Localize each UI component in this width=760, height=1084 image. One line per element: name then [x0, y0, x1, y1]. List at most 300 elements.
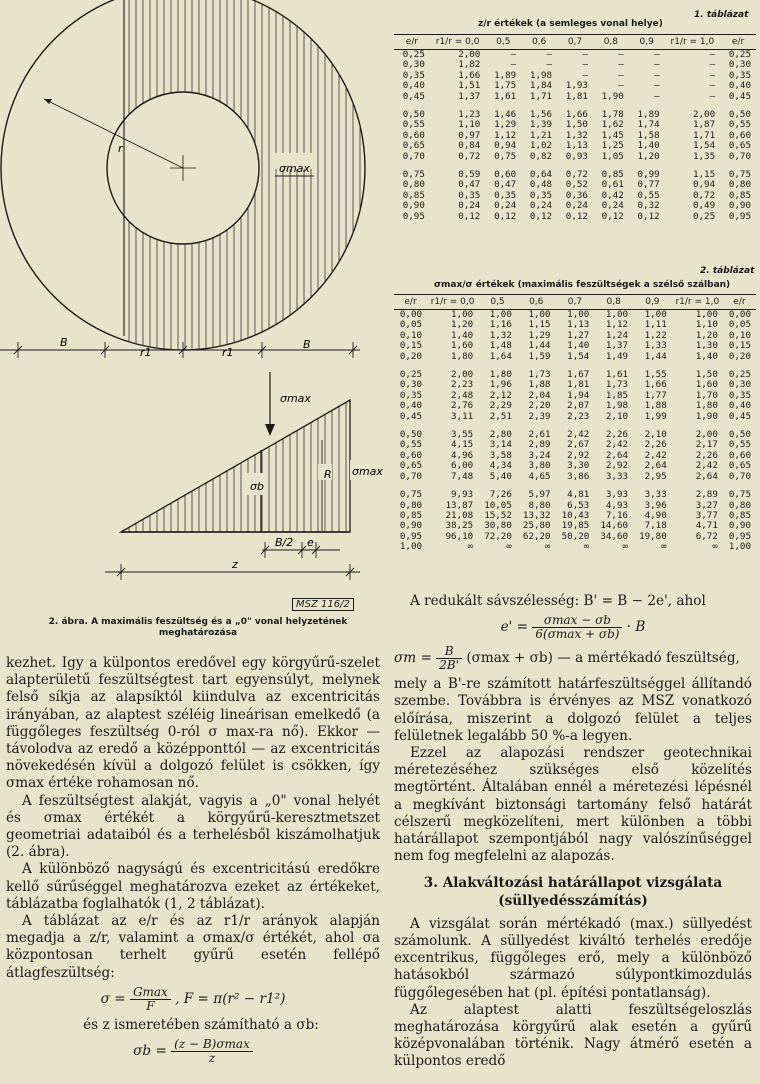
column-header: r1/r = 1,0 [665, 35, 720, 50]
annulus-plan [1, 0, 384, 360]
column-header: 0,6 [521, 35, 557, 50]
table-cell: 1,98 [529, 69, 553, 81]
table-cell: 0,97 [458, 129, 481, 141]
table-cell: 0,15 [399, 340, 423, 352]
table-cell: — [654, 59, 660, 71]
table-cell: — [709, 80, 716, 92]
table-cell: 1,21 [529, 129, 553, 141]
table-cell: 0,85 [601, 169, 624, 181]
table-cell: ∞ [661, 541, 667, 553]
table-cell: 0,61 [601, 179, 624, 191]
table-cell: 4,71 [695, 520, 718, 532]
table-cell: 1,00 [728, 541, 751, 553]
table-cell: 14,60 [600, 520, 629, 532]
table-cell: 1,10 [458, 119, 481, 131]
table-cell: 0,93 [565, 150, 588, 162]
table-cell: 0,24 [458, 200, 481, 212]
table-row [394, 532, 756, 542]
table-cell: 1,11 [644, 319, 667, 331]
table-cell: 2,29 [489, 400, 512, 412]
table-cell: 1,44 [528, 340, 551, 352]
label-r: r [118, 142, 123, 155]
table-cell: — [709, 59, 716, 71]
table-cell: 0,50 [399, 429, 423, 441]
table-cell: 1,40 [695, 350, 718, 362]
table-cell: 0,65 [402, 140, 425, 152]
table-row [394, 490, 756, 500]
table-cell: 1,20 [451, 319, 474, 331]
table-cell: 0,75 [728, 169, 751, 181]
table-cell: 4,15 [451, 439, 474, 451]
table-cell: 2,23 [451, 379, 474, 391]
column-header: 0,5 [478, 295, 517, 310]
table-cell: 0,70 [728, 470, 751, 482]
table-row [394, 472, 756, 482]
table-row [394, 352, 756, 362]
table-cell: 2,42 [644, 449, 667, 461]
table-cell: 1,84 [529, 80, 553, 92]
table-cell: 19,80 [639, 530, 667, 542]
table-cell: 3,24 [528, 449, 551, 461]
table-cell: 0,52 [565, 179, 588, 191]
paragraph: Ezzel az alapozási rendszer geotechnikai méretezéséhez szükséges első közelítés megtörtént. Általában ennél a méretezési lépésnél a megkívánt biztonsági tartomány felső határát célszerű megközelíteni, mert különben a többi határállapot szempontjából nagy valószínűséggel nem fog megfelelni az alapozás. [394, 745, 752, 865]
table-cell: 1,32 [489, 329, 512, 341]
column-header: e/r [723, 295, 756, 310]
table-cell: 2,51 [489, 410, 512, 422]
table-cell: 2,61 [528, 429, 551, 441]
table-cell: 0,60 [728, 449, 751, 461]
table-cell: 0,55 [637, 189, 660, 201]
table-cell: 1,24 [605, 329, 629, 341]
table-cell: 25,80 [522, 520, 551, 532]
table-cell: ∞ [583, 541, 590, 553]
table-cell: 1,62 [601, 119, 624, 131]
table-cell: 3,86 [567, 470, 590, 482]
table-cell: 0,85 [402, 189, 425, 201]
table-cell: 0,42 [601, 189, 624, 201]
table-cell: — [582, 59, 588, 71]
table-cell: 2,10 [644, 429, 667, 441]
table-cell: 0,80 [399, 499, 423, 511]
table-cell: 0,40 [728, 400, 751, 412]
column-header: r1/r = 0,0 [430, 35, 485, 50]
table-cell: 1,27 [567, 329, 590, 341]
table-cell: 0,95 [402, 210, 425, 222]
table-cell: — [510, 49, 517, 60]
table-cell: 0,24 [601, 200, 624, 212]
table-cell: 8,80 [528, 499, 551, 511]
table-cell: 5,97 [528, 489, 551, 501]
table-cell: 1,23 [458, 109, 481, 121]
table-cell: 1,32 [565, 129, 588, 141]
table-cell: 34,60 [600, 530, 629, 542]
formula-sigma-m: σm = $\frac{B}{2B'}$ (σmax + σb) — a mértékadó feszültség, [394, 644, 740, 673]
table-cell: 1,73 [605, 379, 629, 391]
table-cell: 3,11 [451, 410, 474, 422]
paragraph: mely a B'-re számított határfeszültséggel állítandó szembe. Továbbra is érvényes az MSZ vonatkozó előírása, miszerint a dolgozó felület a teljes felületnek legalább 50 %-a legyen. [394, 676, 752, 744]
paragraph: kezhet. Igy a külpontos eredővel egy körgyűrű-szelet alapterületű feszültségtest tart egyensúlyt, melynek felső síkja az alapsíktól kiindulva az excentricitás irányában, az alaptest széléig lineárisan emelkedő (a függőleges feszültség 0-ról σ max-ra nő). Ekkor — távolodva az eredő a középponttól — az excentricitás növekedésén kívül a dolgozó felület is csökken, így σmax értéke rohamosan nő. [6, 655, 380, 792]
table-cell: 0,75 [494, 150, 517, 162]
table-cell: 0,25 [402, 49, 425, 60]
figure-2-diagram [0, 0, 390, 640]
table-cell: 7,48 [451, 470, 474, 482]
table-cell: 0,35 [458, 189, 481, 201]
table-cell: 2,89 [695, 489, 718, 501]
table-cell: 0,80 [728, 179, 751, 191]
table1-title: z/r értékek (a semleges vonal helye) [478, 19, 663, 29]
table-cell: 6,72 [695, 530, 718, 542]
table-cell: 0,12 [637, 210, 660, 222]
table-cell: 2,12 [489, 389, 512, 401]
table-cell: 0,45 [399, 410, 423, 422]
right-column-text [394, 593, 752, 1071]
column-header: 0,5 [485, 35, 521, 50]
table-cell: 1,60 [695, 379, 718, 391]
table-cell: 1,58 [637, 129, 660, 141]
label-R: R [324, 468, 332, 481]
table-cell: 1,51 [458, 80, 481, 92]
table-cell: 0,12 [458, 210, 481, 222]
table-cell: 1,00 [695, 309, 718, 320]
table-cell: 1,64 [489, 350, 512, 362]
table-cell: 1,25 [601, 140, 624, 152]
table-cell: 0,35 [529, 189, 553, 201]
table-cell: 2,95 [644, 470, 667, 482]
column-header: 0,9 [629, 35, 665, 50]
table-cell: 0,32 [637, 200, 660, 212]
table-row [394, 412, 756, 422]
table-cell: 10,05 [484, 499, 512, 511]
table-cell: 1,49 [605, 350, 629, 362]
table-cell: 30,80 [484, 520, 512, 532]
table-cell: 2,00 [451, 369, 474, 381]
table-cell: 0,65 [399, 460, 423, 472]
table-cell: 2,92 [567, 449, 590, 461]
table-cell: 1,89 [637, 109, 660, 121]
table-cell: 21,08 [445, 509, 474, 521]
table-cell: 0,60 [494, 169, 517, 181]
table-cell: 1,39 [529, 119, 553, 131]
table-cell: 0,70 [728, 150, 751, 162]
table-cell: — [618, 69, 624, 81]
label-sigma-max-circle: σmax [279, 162, 310, 175]
table-cell: — [709, 90, 716, 102]
table-cell: 0,64 [529, 169, 553, 181]
table-cell: — [546, 59, 553, 71]
formula-sigma: σ = $\frac{Gmax}{F}$ , F = π(r² − r1²) [100, 984, 286, 1013]
table-cell: — [618, 49, 624, 60]
table-cell: 3,77 [695, 509, 718, 521]
table-cell: 1,85 [605, 389, 629, 401]
table-cell: 0,60 [399, 449, 423, 461]
table-cell: 0,65 [728, 460, 751, 472]
table-cell: 1,98 [605, 400, 629, 412]
table-cell: 2,26 [644, 439, 667, 451]
table-cell: 2,00 [692, 109, 716, 121]
table-cell: 0,72 [458, 150, 481, 162]
table-cell: 2,26 [605, 429, 629, 441]
table-cell: 0,05 [399, 319, 423, 331]
table-cell: 38,25 [445, 520, 474, 532]
table-cell: 1,37 [458, 90, 481, 102]
table-cell: 0,94 [692, 179, 716, 191]
table-cell: — [582, 49, 588, 60]
table-cell: 6,53 [567, 499, 590, 511]
table-cell: 0,77 [637, 179, 660, 191]
table-cell: 0,75 [399, 489, 423, 501]
table-cell: 0,55 [728, 439, 751, 451]
table-cell: 1,02 [529, 140, 553, 152]
table-cell: 3,14 [489, 439, 512, 451]
table-cell: 2,42 [605, 439, 629, 451]
column-header: 0,8 [594, 295, 633, 310]
table-cell: — [654, 69, 660, 81]
table-cell: 1,99 [644, 410, 667, 422]
table-cell: 0,84 [458, 140, 481, 152]
table-cell: 1,94 [567, 389, 590, 401]
table-cell: 3,30 [567, 460, 590, 472]
table-cell: 1,48 [489, 340, 512, 352]
table-cell: 1,66 [565, 109, 588, 121]
table-cell: 0,30 [402, 59, 425, 71]
table-cell: 0,05 [728, 319, 751, 331]
table-cell: 0,24 [494, 200, 517, 212]
paragraph: A táblázat az e/r és az r1/r arányok alapján megadja a z/r, valamint a σmax/σ értékét, ahol σa központosan terhelt gyűrű esetén fellépő átlagfeszültség: [6, 913, 380, 981]
table-cell: 0,45 [402, 90, 425, 102]
table-cell: 0,65 [728, 140, 751, 152]
table-cell: 7,16 [605, 509, 629, 521]
table-cell: 72,20 [484, 530, 512, 542]
table-cell: 3,27 [695, 499, 718, 511]
table-cell: 0,80 [402, 179, 425, 191]
table-cell: 1,73 [528, 369, 551, 381]
table-cell: 3,93 [605, 489, 629, 501]
table-cell: 2,04 [528, 389, 551, 401]
table-cell: 0,90 [728, 520, 751, 532]
table-cell: 0,99 [637, 169, 660, 181]
table-cell: 1,66 [644, 379, 667, 391]
table-cell: 15,52 [484, 509, 512, 521]
table-cell: 4,34 [489, 460, 512, 472]
table-cell: 0,35 [399, 389, 423, 401]
table-cell: 2,10 [605, 410, 629, 422]
label-r1-right: r1 [222, 346, 234, 359]
table-cell: 0,35 [728, 69, 751, 81]
table-cell: 0,48 [529, 179, 553, 191]
table-cell: 0,36 [565, 189, 588, 201]
table-cell: 0,59 [458, 169, 481, 181]
table-cell: 0,95 [728, 530, 751, 542]
table-cell: 0,00 [728, 309, 751, 320]
table-cell: 2,67 [567, 439, 590, 451]
table-cell: 0,75 [728, 489, 751, 501]
table-cell: 2,76 [451, 400, 474, 412]
table-row [394, 60, 756, 70]
paragraph: és z ismeretében számítható a σb: [83, 1016, 319, 1033]
table-cell: 1,71 [529, 90, 553, 102]
table-cell: 4,90 [644, 509, 667, 521]
table-cell: 2,64 [695, 470, 718, 482]
table-cell: 2,20 [528, 400, 551, 412]
table-cell: 1,71 [692, 129, 716, 141]
column-header: r1/r = 0,0 [427, 295, 478, 310]
table-cell: 3,33 [605, 470, 629, 482]
table-cell: 1,93 [565, 80, 588, 92]
table-cell: 0,72 [692, 189, 716, 201]
table-cell: — [654, 80, 660, 92]
table-cell: ∞ [506, 541, 512, 553]
table-cell: 1,45 [601, 129, 624, 141]
table-cell: — [510, 59, 517, 71]
table-cell: 4,93 [605, 499, 629, 511]
table-cell: 0,85 [728, 509, 751, 521]
paragraph: A különböző nagyságú és excentricitású eredőkre kellő sűrűséggel meghatározva ezeket az értékeket, táblázatba foglalhatók (1, 2 táblázat). [6, 861, 380, 912]
table-cell: 1,40 [451, 329, 474, 341]
table-cell: 1,50 [565, 119, 588, 131]
table-cell: 0,85 [728, 189, 751, 201]
table-cell: 1,96 [489, 379, 512, 391]
table-cell: 1,00 [451, 309, 474, 320]
table-cell: 1,33 [644, 340, 667, 352]
formula-sigma-b: σb = $\frac{(z - B)\sigma\max}{z}$ [6, 1038, 380, 1065]
table-cell: 3,55 [451, 429, 474, 441]
table-cell: 0,55 [402, 119, 425, 131]
table-cell: 1,12 [605, 319, 629, 331]
table-cell: 0,40 [399, 400, 423, 412]
table-cell: 2,00 [458, 49, 481, 60]
table-cell: 0,12 [565, 210, 588, 222]
table-cell: 0,50 [728, 109, 751, 121]
table-cell: 1,81 [565, 90, 588, 102]
label-z: z [232, 558, 238, 571]
table-cell: 1,29 [494, 119, 517, 131]
label-B-left: B [60, 336, 68, 349]
label-B2: B/2 [275, 536, 294, 549]
section-heading: 3. Alakváltozási határállapot vizsgálata (süllyedésszámítás) [423, 875, 723, 909]
table-cell: 1,15 [528, 319, 551, 331]
table-cell: 0,10 [399, 329, 423, 341]
table-cell: 1,00 [489, 309, 512, 320]
table-row [394, 542, 756, 552]
table-cell: 0,12 [601, 210, 624, 222]
table-cell: 0,47 [494, 179, 517, 191]
table-cell: 1,82 [458, 59, 481, 71]
table-cell: — [546, 49, 553, 60]
table2 [394, 294, 756, 553]
table-cell: 0,10 [728, 329, 751, 341]
table-cell: ∞ [712, 541, 718, 553]
table-cell: 0,90 [399, 520, 423, 532]
table-cell: 0,85 [399, 509, 423, 521]
table-cell: 0,15 [728, 340, 751, 352]
label-e: e [307, 536, 314, 549]
table-cell: 1,90 [695, 410, 718, 422]
table-cell: 1,44 [644, 350, 667, 362]
table-cell: 0,25 [399, 369, 423, 381]
table-cell: 0,55 [399, 439, 423, 451]
table-cell: 62,20 [522, 530, 551, 542]
table-cell: — [709, 69, 716, 81]
table-cell: 1,80 [489, 369, 512, 381]
table-cell: 0,95 [728, 210, 751, 222]
table-cell: ∞ [622, 541, 629, 553]
table2-number: 2. táblázat [700, 266, 755, 276]
table-cell: 0,70 [399, 470, 423, 482]
table-cell: 6,00 [451, 460, 474, 472]
table-cell: 1,10 [695, 319, 718, 331]
table-cell: 0,50 [402, 109, 425, 121]
table-cell: 0,35 [402, 69, 425, 81]
table-cell: 5,40 [489, 470, 512, 482]
table-cell: — [582, 69, 588, 81]
table-cell: 0,25 [728, 369, 751, 381]
figure-caption: 2. ábra. A maximális feszültség és a „0" vonal helyzetének meghatározása [48, 617, 348, 638]
paragraph: Az alaptest alatti feszültségeloszlás meghatározása körgyűrű alak esetén a gyűrű középvonalában történik. Nagy átmérő esetén a külpontos eredő [394, 1001, 752, 1070]
table-cell: 1,54 [567, 350, 590, 362]
table-cell: 0,45 [728, 410, 751, 422]
column-header: e/r [394, 35, 430, 50]
table-cell: 0,55 [728, 119, 751, 131]
table-cell: 1,16 [489, 319, 512, 331]
table-cell: 0,35 [494, 189, 517, 201]
table-cell: 1,00 [644, 309, 667, 320]
table-cell: 1,90 [601, 90, 624, 102]
table-cell: 4,81 [567, 489, 590, 501]
table-cell: 0,49 [692, 200, 716, 212]
table-cell: 1,22 [644, 329, 667, 341]
dimension-B2-e [261, 542, 340, 558]
column-header: e/r [394, 295, 427, 310]
table-cell: 9,93 [451, 489, 474, 501]
table-cell: 2,07 [567, 400, 590, 412]
table-cell: 1,80 [451, 350, 474, 362]
table-cell: 0,60 [728, 129, 751, 141]
table-cell: 1,81 [567, 379, 590, 391]
table-cell: 0,40 [728, 80, 751, 92]
paragraph: A vizsgálat során mértékadó (max.) süllyedést számolunk. A süllyedést kiváltó terhelés eredője excentrikus, függőleges erő, mely a különböző hatásokból származó súlypontkimozdulás függőlegesében hat (pl. építési pontatlanság). [394, 915, 752, 1001]
table-cell: 0,40 [402, 80, 425, 92]
table-cell: 3,33 [644, 489, 667, 501]
table-cell: 1,77 [644, 389, 667, 401]
table-cell: 0,75 [402, 169, 425, 181]
table-cell: — [618, 59, 624, 71]
label-B-right: B [303, 338, 311, 351]
label-sigma-b: σb [250, 480, 264, 493]
table-cell: 2,48 [451, 389, 474, 401]
table-cell: 2,89 [528, 439, 551, 451]
table-cell: 1,35 [692, 150, 716, 162]
table-cell: 0,25 [692, 210, 716, 222]
table-cell: 1,66 [458, 69, 481, 81]
table-cell: 2,64 [605, 449, 629, 461]
table-row [394, 92, 756, 102]
table-cell: 2,26 [695, 449, 718, 461]
table-cell: 0,72 [565, 169, 588, 181]
table-cell: 0,50 [728, 429, 751, 441]
table-cell: 50,20 [561, 530, 590, 542]
label-sigma-max-arrow: σmax [280, 392, 311, 405]
table2-title: σmax/σ értékek (maximális feszültségek a szélső szálban) [434, 280, 731, 290]
table-cell: 1,20 [695, 329, 718, 341]
table-cell: 1,37 [605, 340, 629, 352]
table-cell: 0,47 [458, 179, 481, 191]
table-cell: 0,20 [728, 350, 751, 362]
table-cell: 1,61 [494, 90, 517, 102]
table-cell: — [654, 90, 660, 102]
table-cell: — [709, 49, 716, 60]
table-cell: 0,12 [494, 210, 517, 222]
table-cell: 0,80 [728, 499, 751, 511]
